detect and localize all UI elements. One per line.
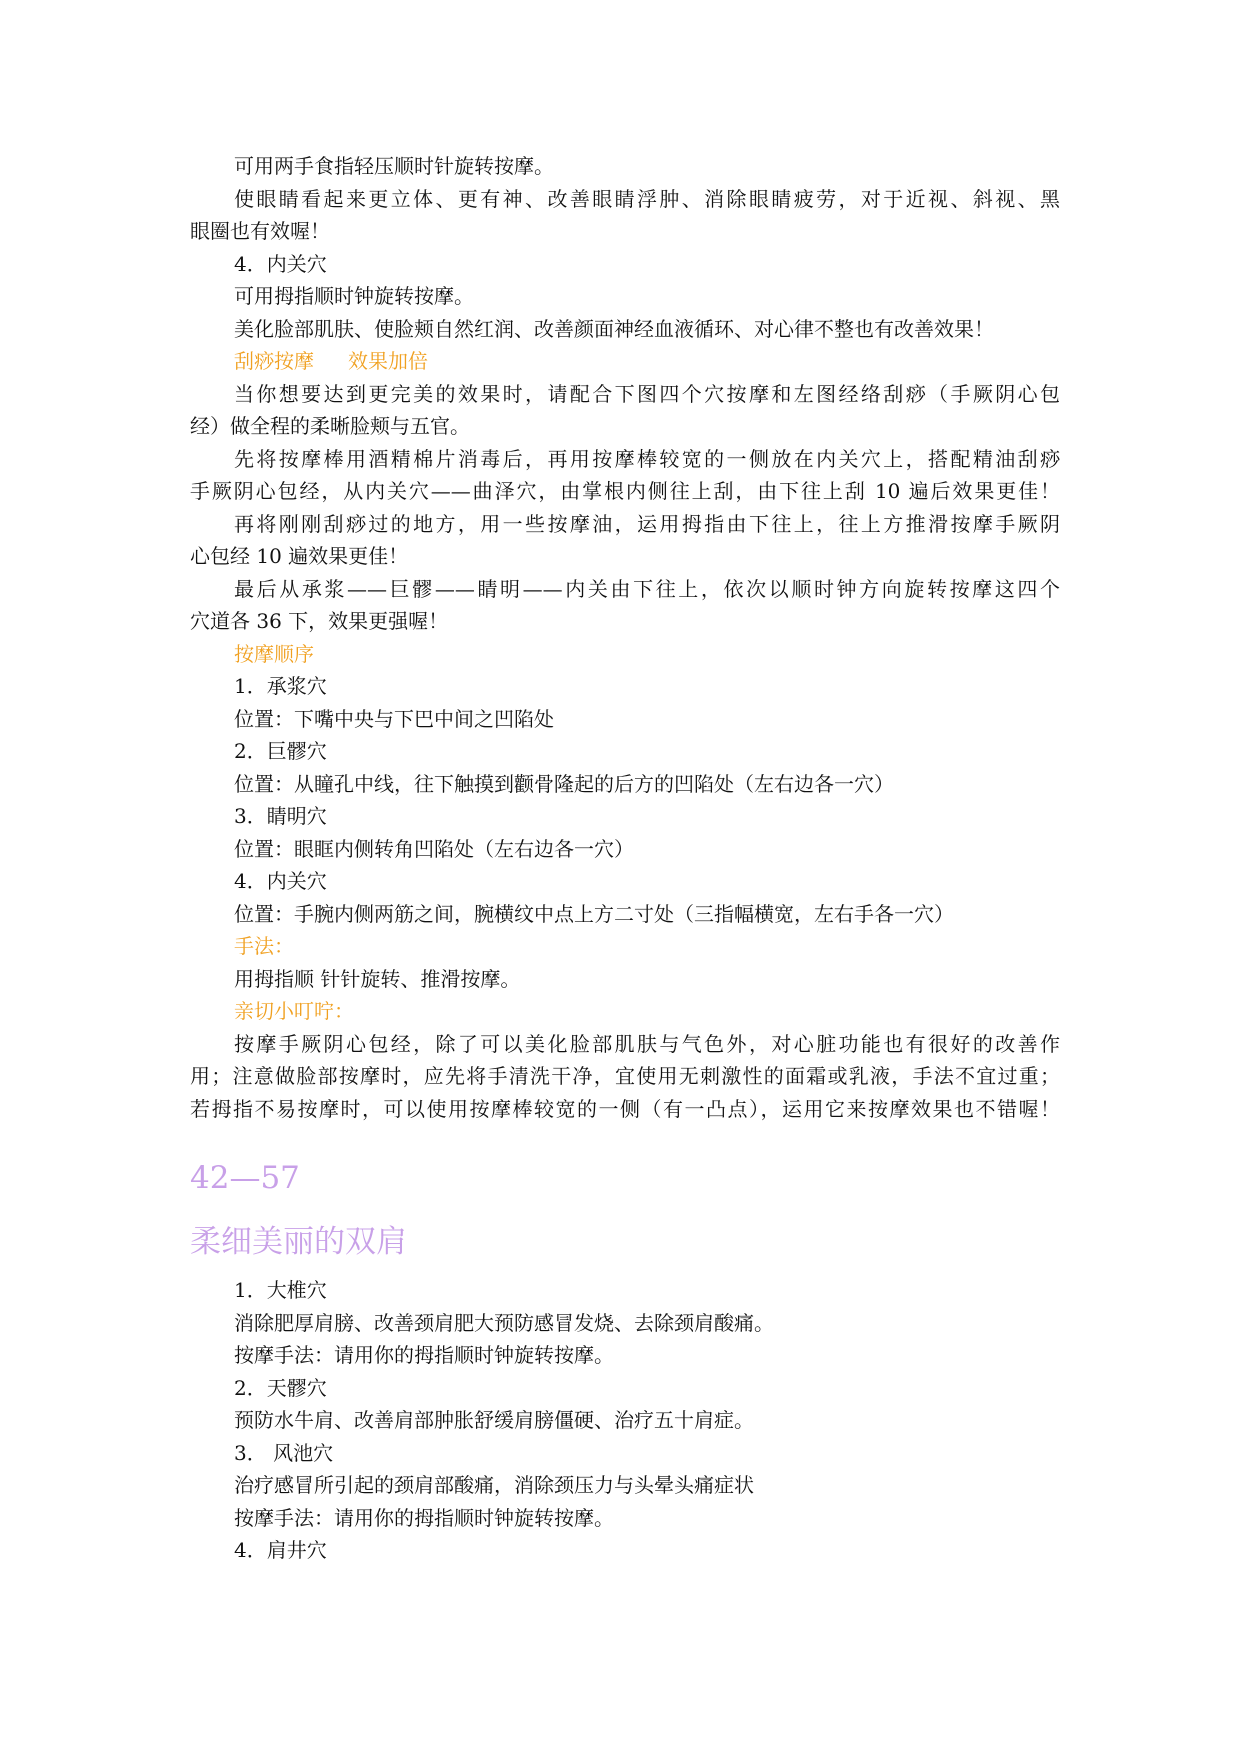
- subheading: 按摩顺序: [234, 641, 314, 666]
- spacer: [190, 1262, 1060, 1274]
- paragraph-line: 可用两手食指轻压顺时针旋转按摩。: [234, 154, 554, 178]
- paragraph-line: 按摩手厥阴心包经，除了可以美化脸部肌肤与气色外，对心脏功能也有很好的改善作: [234, 1031, 1060, 1056]
- spacer: [190, 1125, 1060, 1158]
- paragraph-line: 当你想要达到更完美的效果时，请配合下图四个穴按摩和左图经络刮痧（手厥阴心包: [234, 381, 1060, 406]
- page-range-heading: 42—57: [190, 1160, 300, 1196]
- paragraph-line: 位置：手腕内侧两筋之间，腕横纹中点上方二寸处（三指幅横宽，左右手各一穴）: [234, 901, 954, 926]
- list-item: 1．承浆穴: [234, 674, 327, 698]
- paragraph-line: 消除肥厚肩膀、改善颈肩肥大预防感冒发烧、去除颈肩酸痛。: [234, 1310, 774, 1335]
- paragraph-line: 经）做全程的柔晰脸颊与五官。: [190, 414, 470, 438]
- text-column: [190, 150, 1060, 1567]
- paragraph-line: 先将按摩棒用酒精棉片消毒后，再用按摩棒较宽的一侧放在内关穴上，搭配精油刮痧: [234, 446, 1060, 471]
- paragraph-line: 若拇指不易按摩时，可以使用按摩棒较宽的一侧（有一凸点），运用它来按摩效果也不错喔！: [190, 1096, 1060, 1121]
- paragraph-line: 位置：从瞳孔中线，往下触摸到颧骨隆起的后方的凹陷处（左右边各一穴）: [234, 771, 894, 796]
- paragraph-line: 最后从承浆——巨髎——睛明——内关由下往上，依次以顺时钟方向旋转按摩这四个: [234, 576, 1060, 601]
- paragraph-line: 手厥阴心包经，从内关穴——曲泽穴，由掌根内侧往上刮，由下往上刮 10 遍后效果更佳！: [190, 479, 1060, 503]
- paragraph-line: 再将刚刚刮痧过的地方，用一些按摩油，运用拇指由下往上，往上方推滑按摩手厥阴: [234, 511, 1060, 536]
- paragraph-line: 美化脸部肌肤、使脸颊自然红润、改善颜面神经血液循环、对心律不整也有改善效果！: [234, 316, 994, 341]
- paragraph-line: 位置：下嘴中央与下巴中间之凹陷处: [234, 706, 554, 731]
- spacer: [190, 1198, 1060, 1222]
- subheading-part: 刮痧按摩: [234, 349, 314, 373]
- list-item: 4．肩井穴: [234, 1538, 327, 1562]
- paragraph-line: 使眼睛看起来更立体、更有神、改善眼睛浮肿、消除眼睛疲劳，对于近视、斜视、黑: [234, 186, 1060, 211]
- list-item: 4．内关穴: [234, 251, 327, 276]
- paragraph-line: 用；注意做脸部按摩时，应先将手清洗干净，宜使用无刺激性的面霜或乳液，手法不宜过重；: [190, 1064, 1060, 1088]
- paragraph-line: 心包经 10 遍效果更佳！: [190, 544, 409, 568]
- paragraph-line: 眼圈也有效喔！: [190, 219, 330, 243]
- paragraph-line: 穴道各 36 下，效果更强喔！: [190, 609, 449, 633]
- list-item: 3．睛明穴: [234, 804, 327, 828]
- subheading: [190, 345, 1060, 378]
- list-item: 4．内关穴: [234, 869, 327, 893]
- list-item: 3． 风池穴: [234, 1440, 334, 1465]
- paragraph-line: 可用拇指顺时钟旋转按摩。: [234, 284, 474, 308]
- paragraph-line: 位置：眼眶内侧转角凹陷处（左右边各一穴）: [234, 836, 634, 861]
- list-item: 1．大椎穴: [234, 1278, 327, 1302]
- paragraph-line: 预防水牛肩、改善肩部肿胀舒缓肩膀僵硬、治疗五十肩症。: [234, 1408, 754, 1432]
- paragraph-line: 治疗感冒所引起的颈肩部酸痛，消除颈压力与头晕头痛症状: [234, 1473, 754, 1497]
- list-item: 2．巨髎穴: [234, 739, 327, 763]
- list-item: 2．天髎穴: [234, 1375, 327, 1400]
- subheading-part: 效果加倍: [348, 349, 428, 373]
- paragraph-line: 按摩手法：请用你的拇指顺时钟旋转按摩。: [234, 1343, 614, 1367]
- paragraph-line: 按摩手法：请用你的拇指顺时钟旋转按摩。: [234, 1505, 614, 1530]
- subheading: 亲切小叮咛：: [234, 999, 354, 1023]
- subheading: 手法：: [234, 934, 294, 958]
- section-title: 柔细美丽的双肩: [190, 1224, 407, 1260]
- paragraph-line: 用拇指顺 针针旋转、推滑按摩。: [234, 966, 521, 991]
